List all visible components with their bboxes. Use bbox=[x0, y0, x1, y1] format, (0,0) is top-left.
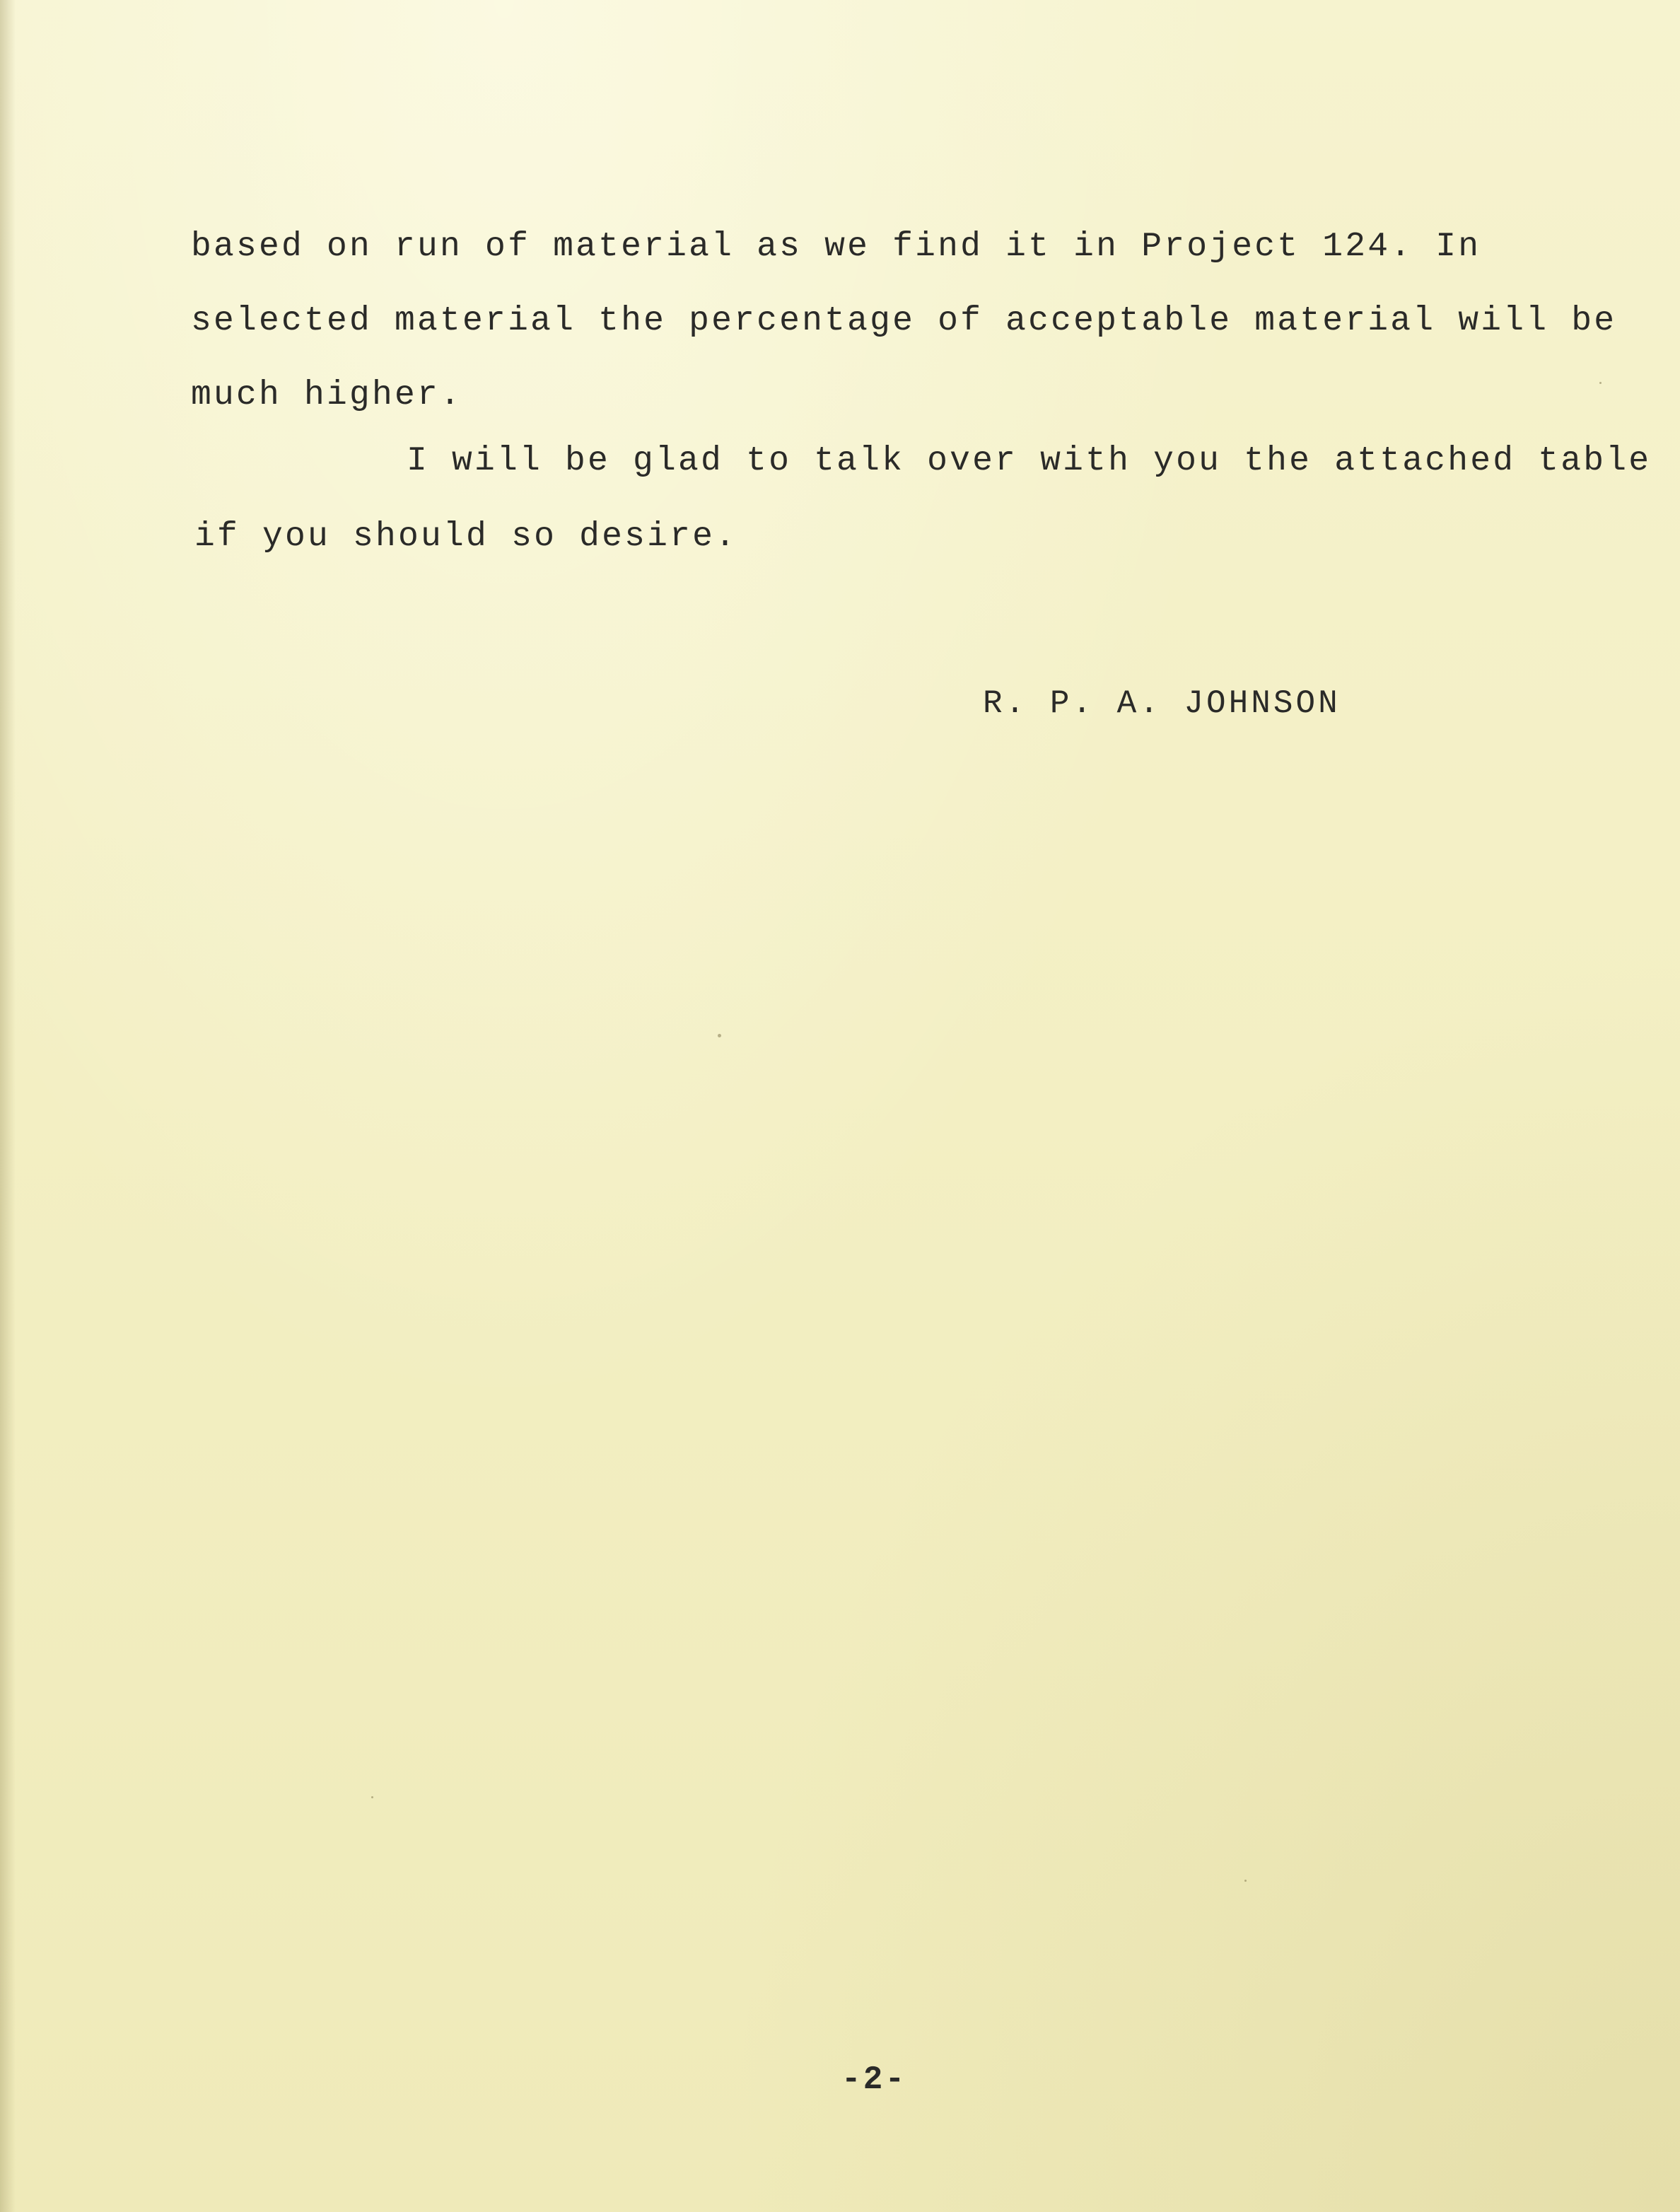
body-line-3: much higher. bbox=[191, 376, 463, 414]
signature-name: R. P. A. JOHNSON bbox=[983, 685, 1341, 722]
page-number: -2- bbox=[841, 2061, 907, 2098]
paper-speck bbox=[1244, 1880, 1247, 1882]
body-line-4: I will be glad to talk over with you the attached table bbox=[407, 442, 1652, 480]
body-line-1: based on run of material as we find it in Project 124. In bbox=[191, 228, 1481, 266]
paper-speck bbox=[718, 1034, 721, 1037]
paper-speck bbox=[371, 1796, 373, 1798]
paper-speck bbox=[1599, 382, 1602, 384]
body-line-2: selected material the percentage of acceptable material will be bbox=[191, 302, 1617, 340]
page-edge-shadow bbox=[0, 0, 16, 2212]
body-line-5: if you should so desire. bbox=[194, 518, 738, 556]
